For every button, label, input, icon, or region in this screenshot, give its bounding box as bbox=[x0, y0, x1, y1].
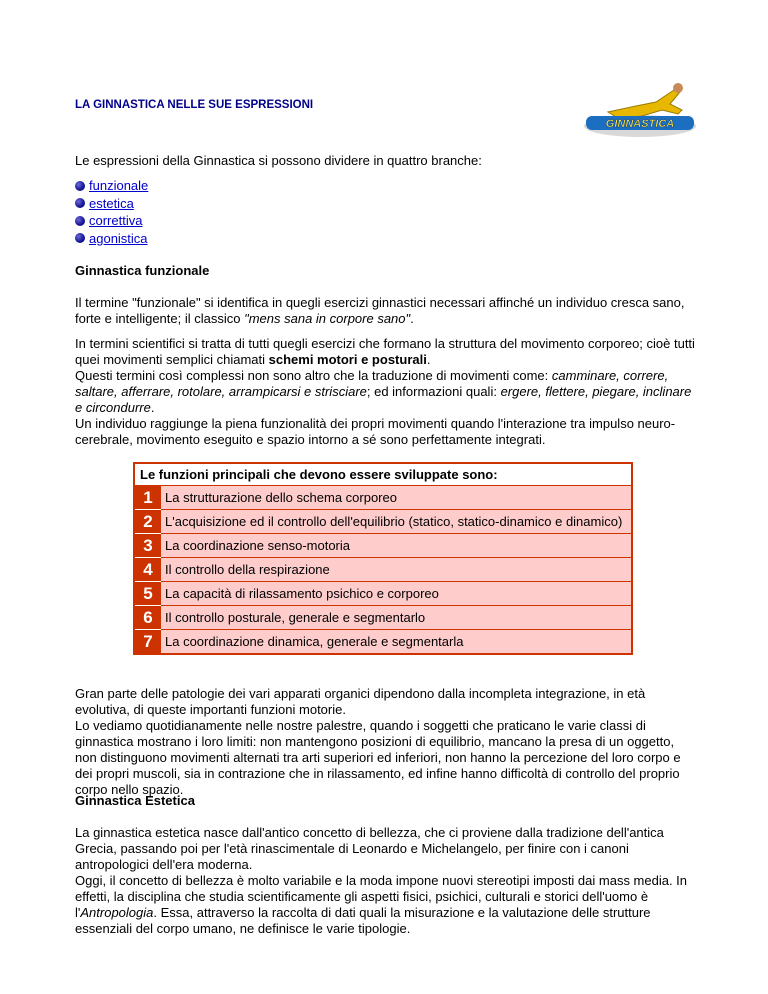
heading-funzionale: Ginnastica funzionale bbox=[75, 263, 210, 278]
table-row: 6 Il controllo posturale, generale e segmentarlo bbox=[134, 606, 632, 630]
paragraph-estetica: La ginnastica estetica nasce dall'antico concetto di bellezza, che ci proviene dalla tradizione dell'antica Grecia, passando poi per l'età rinascimentale di Leonardo e Michelangelo, per finire con i canoni antropologici dell'era moderna. Oggi, il concetto di bellezza è molto variabile e la moda impone nuovi stereotipi imposti dai mass media. In effetti, la disciplina che studia scientificamente gli aspetti fisici, psichici, culturali e storici dell'uomo è l'Antropologia. Essa, attraverso la raccolta di dati quali la misurazione e la valutazione delle strutture essenziali del corpo umano, ne definisce le varie tipologie. bbox=[75, 825, 688, 936]
table-row: 5 La capacità di rilassamento psichico e corporeo bbox=[134, 582, 632, 606]
link-estetica[interactable]: estetica bbox=[89, 195, 134, 211]
list-item bbox=[75, 195, 148, 213]
link-funzionale[interactable]: funzionale bbox=[89, 178, 149, 194]
bullet-icon bbox=[75, 198, 85, 208]
table-row: 4 Il controllo della respirazione bbox=[134, 558, 632, 582]
paragraph-funzionale-2: In termini scientifici si tratta di tutti quegli esercizi che formano la struttura del movimento corporeo; cioè tutti quei movimenti semplici chiamati schemi motori e posturali. Questi termini così complessi non sono altro che la traduzione di movimenti come: camminare, correre, saltare, afferrare, rotolare, arrampicarsi e strisciare; ed informazioni quali: ergere, flettere, piegare, inclinare e circondurre. Un individuo raggiunge la piena funzionalità dei propri movimenti quando l'interazione tra impulso neuro-cerebrale, movimento eseguito e spazio intorno a sé sono perfettamente integrati. bbox=[75, 336, 695, 447]
paragraph-funzionale-1: Il termine "funzionale" si identifica in quegli esercizi ginnastici necessari affinché un individuo cresca sano, forte e intelligente; il classico "mens sana in corpore sano". bbox=[75, 295, 685, 326]
intro-text: Le espressioni della Ginnastica si possono dividere in quattro branche: bbox=[75, 153, 482, 168]
table-row: 3 La coordinazione senso-motoria bbox=[134, 534, 632, 558]
link-correttiva[interactable]: correttiva bbox=[89, 213, 143, 229]
list-item bbox=[75, 177, 148, 195]
paragraph-patologie: Gran parte delle patologie dei vari apparati organici dipendono dalla incompleta integrazione, in età evolutiva, di queste importanti funzioni motorie. Lo vediamo quotidianamente nelle nostre palestre, quando i soggetti che praticano le varie classi di ginnastica mostrano i loro limiti: non mantengono posizioni di equilibrio, mancano la presa di un oggetto, non distinguono movimenti alternati tra arti superiori ed inferiori, non hanno la percezione del loro corpo e dei propri muscoli, sia in contrazione che in rilassamento, ed infine hanno difficoltà di controllo del proprio corpo nello spazio. bbox=[75, 686, 681, 797]
link-agonistica[interactable]: agonistica bbox=[89, 230, 148, 246]
list-item bbox=[75, 230, 148, 248]
table-row: 7 La coordinazione dinamica, generale e segmentarla bbox=[134, 630, 632, 655]
table-row: 2 L'acquisizione ed il controllo dell'equilibrio (statico, statico-dinamico e dinamico) bbox=[134, 510, 632, 534]
heading-estetica: Ginnastica Estetica bbox=[75, 793, 195, 808]
list-item bbox=[75, 212, 148, 230]
bullet-icon bbox=[75, 233, 85, 243]
table-row: 1 La strutturazione dello schema corporeo bbox=[134, 486, 632, 510]
ginnastica-logo bbox=[578, 82, 698, 140]
bullet-icon bbox=[75, 216, 85, 226]
page-title: LA GINNASTICA NELLE SUE ESPRESSIONI bbox=[75, 99, 314, 111]
branches-list bbox=[75, 177, 148, 247]
logo-text: GINNASTICA bbox=[605, 118, 675, 130]
bullet-icon bbox=[75, 181, 85, 191]
table-header: Le funzioni principali che devono essere sviluppate sono: bbox=[134, 463, 632, 486]
functions-table bbox=[133, 462, 633, 655]
